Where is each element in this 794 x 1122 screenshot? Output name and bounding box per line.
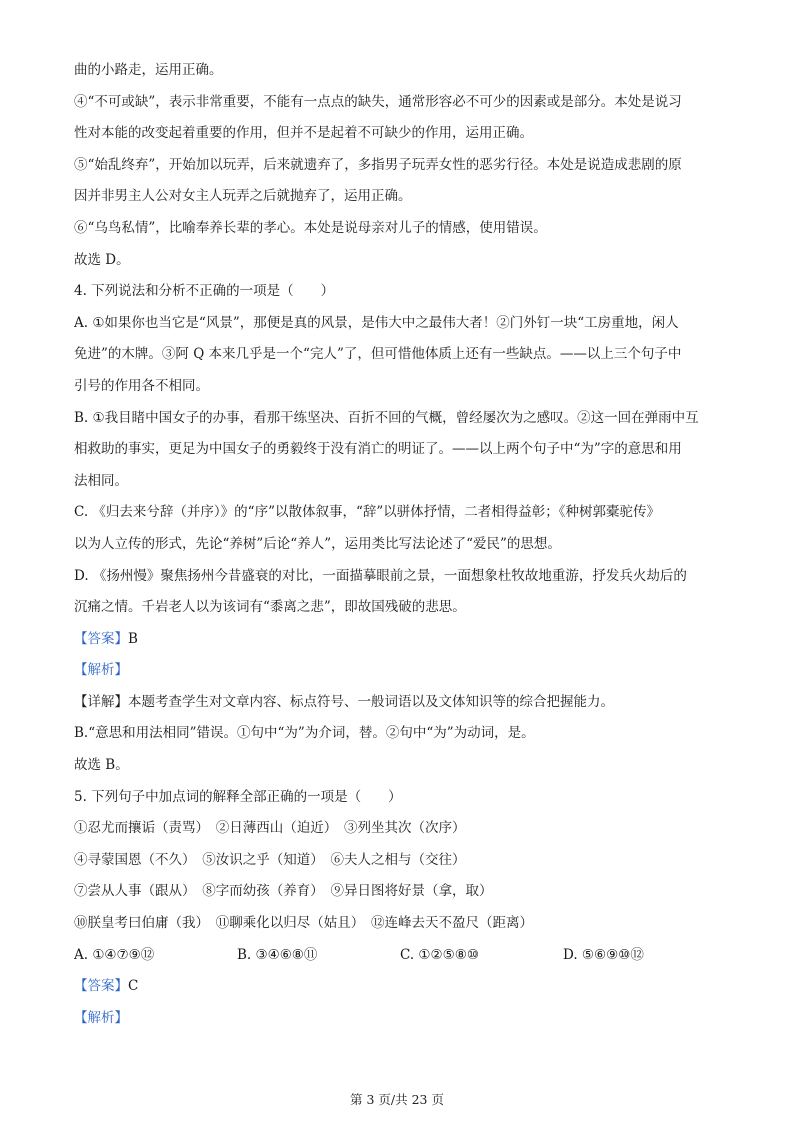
q5-item-row: ⑦尝从人事（跟从） ⑧字而幼孩（养育） ⑨异日图将好景（拿，取） (74, 883, 493, 900)
option-a: A. ①④⑦⑨⑫ (74, 946, 155, 963)
page-content (74, 60, 724, 1039)
page-number-footer: 第 3 页/共 23 页 (350, 1092, 444, 1107)
q4-analysis (74, 660, 724, 680)
text-line: 引号的作用各不相同。 (74, 377, 209, 394)
q4-detail (74, 692, 724, 712)
analysis-label: 【解析】 (74, 1009, 128, 1026)
detail-label: 【详解】 (74, 693, 128, 710)
text-line: 故选 B。 (74, 757, 129, 774)
analysis-label: 【解析】 (74, 662, 128, 679)
q5-item-row: ①忍尤而攘诟（责骂） ②日薄西山（迫近） ③列坐其次（次序） (74, 820, 466, 837)
text-line: ④“不可或缺”，表示非常重要，不能有一点点的缺失，通常形容必不可少的因素或是部分。本处是说习 (74, 93, 682, 110)
q5-answer (74, 976, 724, 996)
text-line: ⑥“乌鸟私情”，比喻奉养长辈的孝心。本处是说母亲对儿子的情感，使用错误。 (74, 219, 547, 236)
q5-item-row: ⑩朕皇考曰伯庸（我） ⑪聊乘化以归尽（姑且） ⑫连峰去天不盈尺（距离） (74, 915, 533, 932)
text-line: 免进”的木牌。③阿 Q 本来几乎是一个“完人”了，但可惜他体质上还有一些缺点。——以上三个句子中 (74, 346, 682, 363)
text-line: B.“意思和用法相同”错误。①句中“为”为介词，替。②句中“为”为动词，是。 (74, 725, 535, 742)
q5-analysis (74, 1008, 724, 1028)
q5-item-row: ④寻蒙国恩（不久） ⑤汝识之乎（知道） ⑥夫人之相与（交往） (74, 851, 466, 868)
text-line: 相救助的事实，更足为中国女子的勇毅终于没有消亡的明证了。——以上两个句子中“为”字的意思和用 (74, 441, 682, 458)
detail-text: 本题考查学生对文章内容、标点符号、一般词语以及文体知识等的综合把握能力。 (128, 693, 614, 710)
answer-label: 【答案】 (74, 978, 128, 995)
text-line: 沉痛之情。千岩老人以为该词有“黍离之悲”，即故国残破的悲思。 (74, 599, 466, 616)
q4-answer (74, 629, 724, 649)
text-line: 曲的小路走，运用正确。 (74, 62, 223, 78)
option-c: C. ①②⑤⑧⑩ (400, 946, 479, 963)
text-line: B. ①我目睹中国女子的办事，看那干练坚决、百折不回的气概，曾经屡次为之感叹。②这一回在弹雨中互 (74, 409, 699, 426)
question-5-stem: 5. 下列句子中加点词的解释全部正确的一项是（ ） (74, 788, 402, 805)
question-4-stem: 4. 下列说法和分析不正确的一项是（ ） (74, 283, 335, 300)
text-line: 因并非男主人公对女主人玩弄之后就抛弃了，运用正确。 (74, 188, 412, 205)
text-line: 以为人立传的形式，先论“养树”后论“养人”，运用类比写法论述了“爱民”的思想。 (74, 535, 561, 552)
text-line: A. ①如果你也当它是“风景”，那便是真的风景，是伟大中之最伟大者！②门外钉一块“工房重地，闲人 (74, 314, 679, 331)
text-line: D. 《扬州慢》聚焦扬州今昔盛衰的对比，一面描摹眼前之景，一面想象杜牧故地重游，抒发兵火劫后的 (74, 567, 687, 584)
answer-value: C (128, 978, 139, 995)
text-line: 故选 D。 (74, 251, 130, 268)
q5-options (74, 945, 724, 965)
option-b: B. ③④⑥⑧⑪ (237, 946, 318, 963)
text-line: C. 《归去来兮辞（并序）》的“序”以散体叙事，“辞”以骈体抒情，二者相得益彰；《种树郭橐驼传》 (74, 504, 661, 521)
text-line: 性对本能的改变起着重要的作用，但并不是起着不可缺少的作用，运用正确。 (74, 125, 533, 142)
text-line: 法相同。 (74, 472, 128, 489)
text-line: ⑤“始乱终弃”，开始加以玩弄，后来就遗弃了，多指男子玩弄女性的恶劣行径。本处是说造成悲剧的原 (74, 156, 682, 173)
option-d: D. ⑤⑥⑨⑩⑫ (563, 946, 644, 963)
answer-value: B (128, 630, 138, 647)
answer-label: 【答案】 (74, 630, 128, 647)
